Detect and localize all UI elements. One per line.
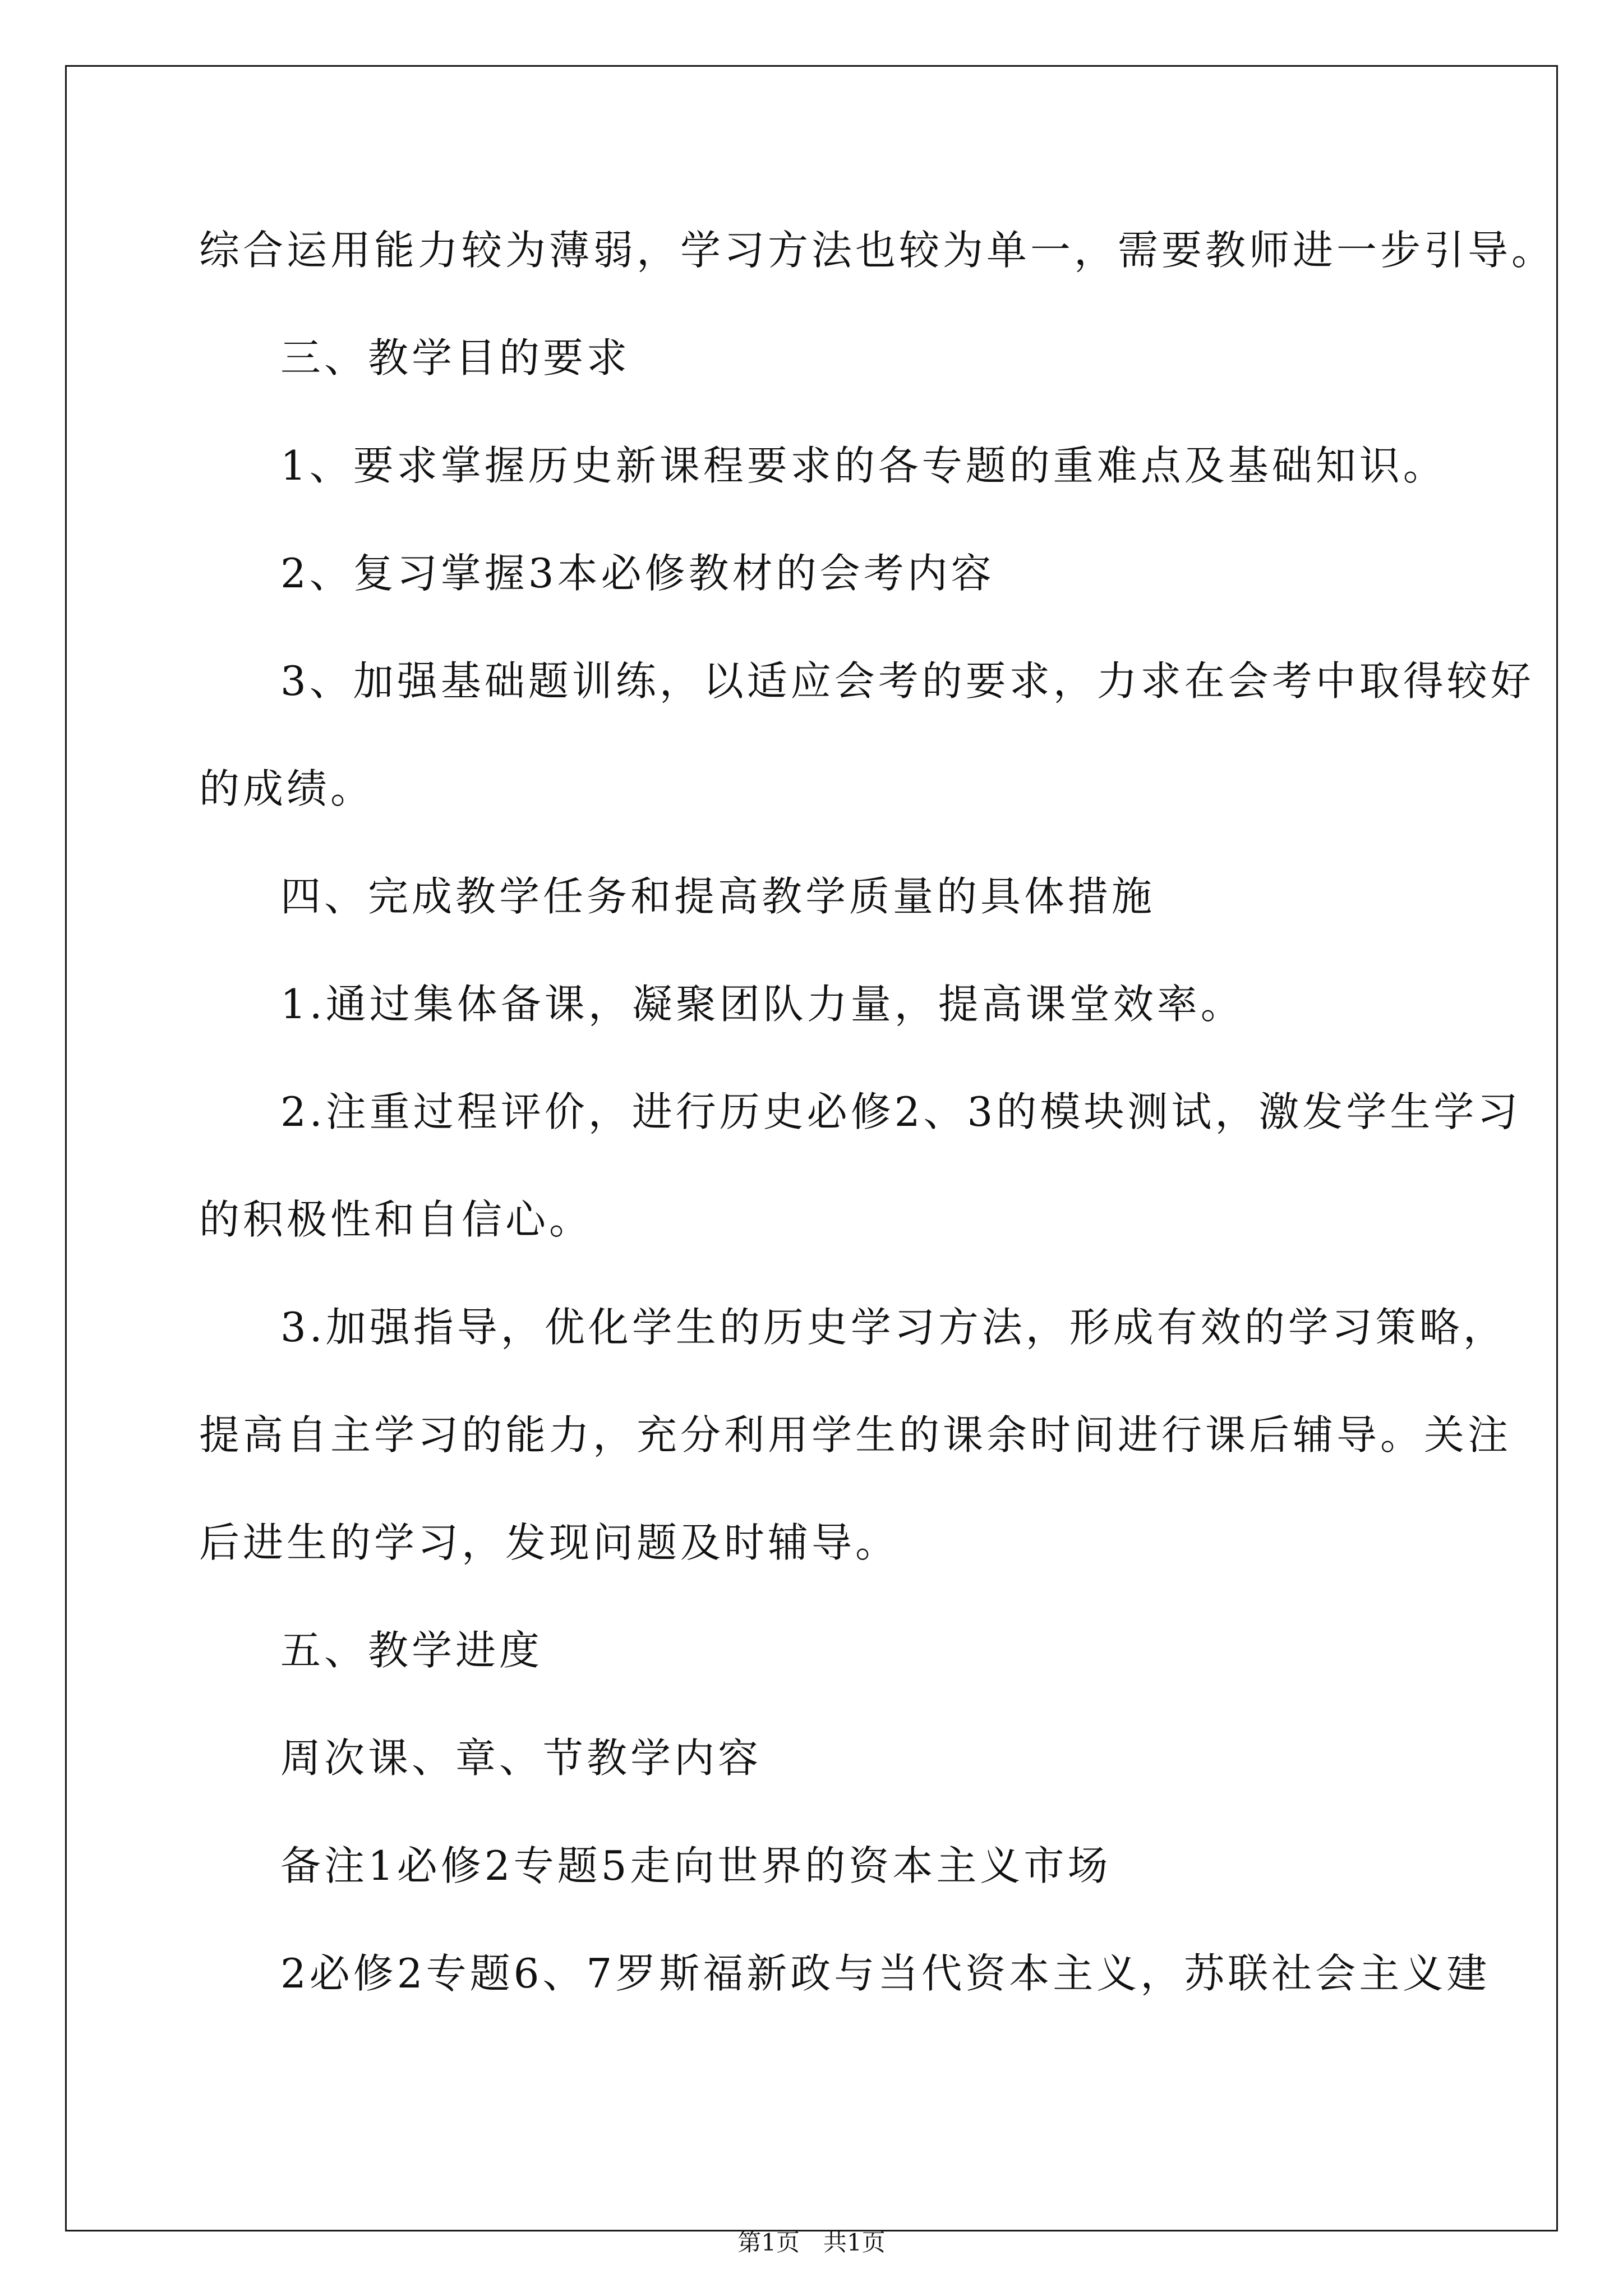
text-line: 1.通过集体备课，凝聚团队力量，提高课堂效率。 — [280, 981, 1244, 1028]
page-footer — [0, 2224, 1623, 2258]
document-body — [199, 196, 1556, 2027]
text-line: 2.注重过程评价，进行历史必修2、3的模块测试，激发学生学习 — [280, 1088, 1521, 1135]
page-number: 第1页 — [737, 2229, 800, 2256]
text-line: 2、复习掌握3本必修教材的会考内容 — [280, 550, 995, 597]
text-line: 的积极性和自信心。 — [199, 1196, 593, 1243]
text-line: 3、加强基础题训练，以适应会考的要求，力求在会考中取得较好 — [280, 657, 1534, 705]
text-line: 1、要求掌握历史新课程要求的各专题的重难点及基础知识。 — [280, 442, 1447, 489]
page-total: 共1页 — [823, 2229, 886, 2256]
text-line: 的成绩。 — [199, 765, 375, 812]
text-line: 周次课、章、节教学内容 — [280, 1734, 762, 1782]
section-heading: 四、完成教学任务和提高教学质量的具体措施 — [280, 873, 1156, 920]
text-line: 3.加强指导，优化学生的历史学习方法，形成有效的学习策略， — [280, 1304, 1507, 1351]
section-heading: 五、教学进度 — [280, 1627, 543, 1674]
text-line: 备注1必修2专题5走向世界的资本主义市场 — [280, 1842, 1112, 1889]
text-line: 提高自主学习的能力，充分利用学生的课余时间进行课后辅导。关注 — [199, 1411, 1512, 1458]
section-heading: 三、教学目的要求 — [280, 334, 631, 381]
text-line: 后进生的学习，发现问题及时辅导。 — [199, 1519, 900, 1566]
text-line: 2必修2专题6、7罗斯福新政与当代资本主义，苏联社会主义建 — [280, 1950, 1491, 1997]
text-line: 综合运用能力较为薄弱，学习方法也较为单一，需要教师进一步引导。 — [199, 227, 1556, 274]
